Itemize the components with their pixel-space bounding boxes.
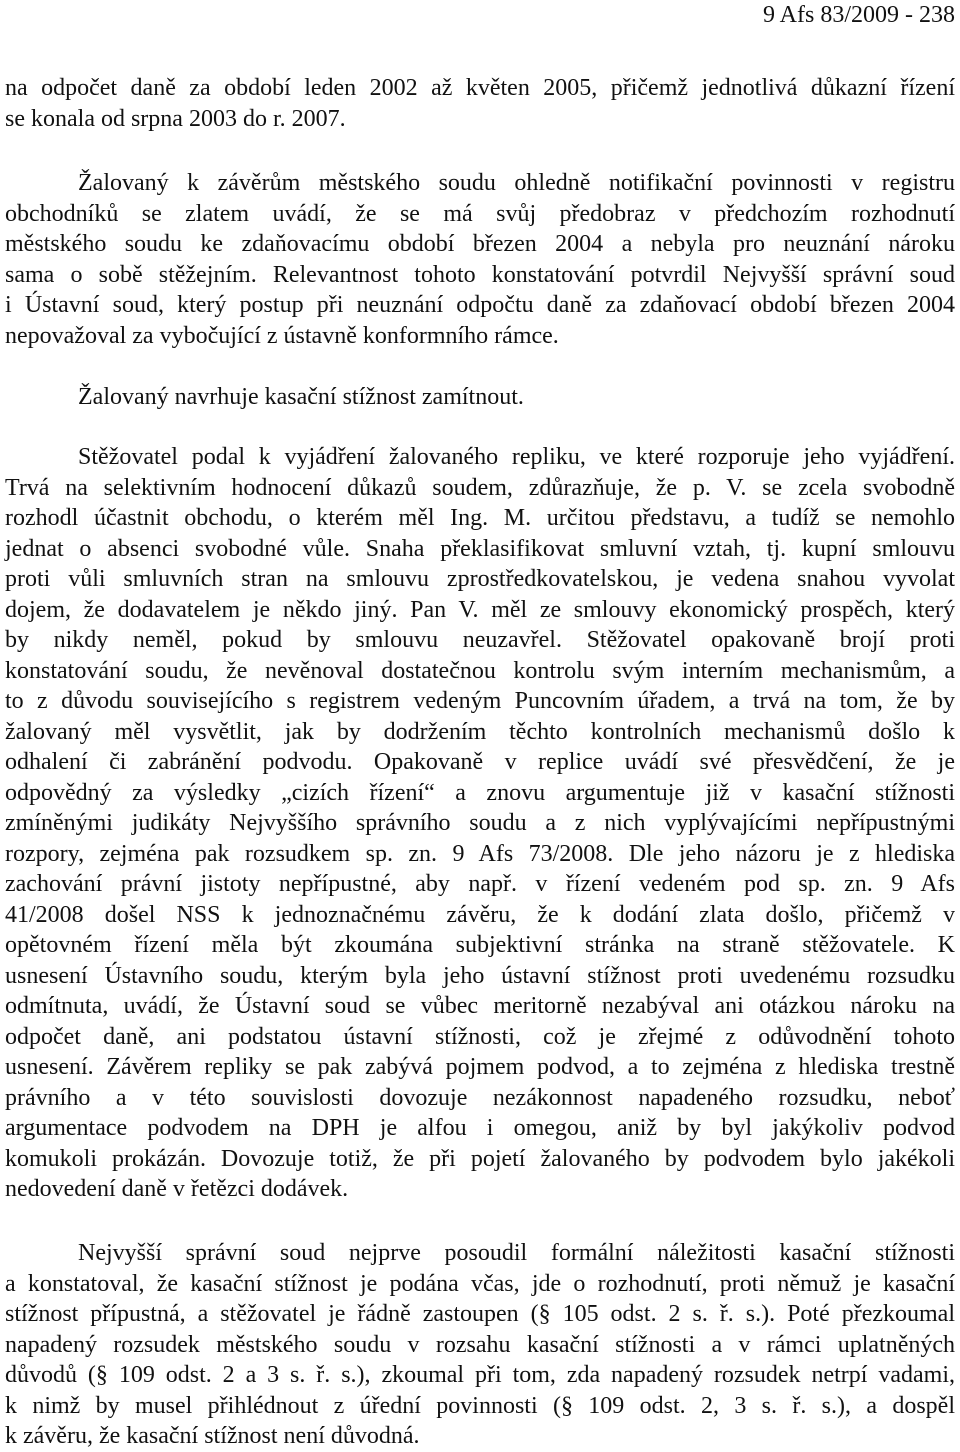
text-line: Nejvyšší správní soud nejprve posoudil formální náležitosti kasační stížnosti: [78, 1240, 955, 1266]
text-line: jednat o absenci svobodné vůle. Snaha překlasifikovat smluvní vztah, tj. kupní smlouvu: [5, 535, 955, 562]
text-line: Žalovaný k závěrům městského soudu ohledně notifikační povinnosti v registru: [78, 170, 955, 196]
text-line: nepovažoval za vybočující z ústavně konformního rámce.: [5, 322, 559, 349]
text-line: komukoli prokázán. Dovozuje totiž, že při pojetí žalovaného by podvodem bylo jakékoli: [5, 1145, 955, 1172]
text-line: zmíněnými judikáty Nejvyššího správního soudu a z nich vyplývajícími nepřípustnými: [5, 810, 955, 836]
text-line: na odpočet daně za období leden 2002 až květen 2005, přičemž jednotlivá důkazní řízení: [5, 75, 955, 101]
text-line: důvodů (§ 109 odst. 2 a 3 s. ř. s.), zkoumal při tom, zda napadený rozsudek netrpí vadami,: [5, 1362, 955, 1388]
text-line: právního a v této souvislosti dovozuje nezákonnost napadeného rozsudku, neboť: [5, 1084, 955, 1111]
text-line: odmítnuta, uvádí, že Ústavní soud se vůbec meritorně nezabýval ani otázkou nároku na: [5, 993, 955, 1019]
text-line: dojem, že dodavatelem je někdo jiný. Pan V. měl ze smlouvy ekonomický prospěch, který: [5, 596, 955, 623]
text-line: rozpory, zejména pak rozsudkem sp. zn. 9 Afs 73/2008. Dle jeho názoru je z hlediska: [5, 840, 955, 867]
text-line: žalovaný měl vysvětlit, jak by dodržením těchto kontrolních mechanismů došlo k: [5, 718, 955, 745]
paragraph: [5, 1238, 955, 1452]
text-line: by nikdy neměl, pokud by smlouvu neuzavřel. Stěžovatel opakovaně brojí proti: [5, 627, 955, 653]
text-line: nedovedení daně v řetězci dodávek.: [5, 1176, 349, 1202]
text-line: proti vůli smluvních stran na smlouvu zprostředkovatelskou, je vedena snahou vyvolat: [5, 566, 955, 592]
paragraph: [5, 382, 955, 413]
case-number-header: 9 Afs 83/2009 - 238: [763, 2, 955, 28]
text-line: usnesení. Závěrem repliky se pak zabývá pojmem podvod, a to zejména z hlediska trestně: [5, 1054, 955, 1080]
text-line: městského soudu ke zdaňovacímu období březen 2004 a nebyla pro neuznání nároku: [5, 231, 955, 257]
text-line: k závěru, že kasační stížnost není důvodná.: [5, 1423, 420, 1449]
text-line: to z důvodu souvisejícího s registrem vedeným Puncovním úřadem, a trvá na tom, že by: [5, 688, 955, 714]
text-line: a konstatoval, že kasační stížnost je podána včas, jde o rozhodnutí, proti němuž je kasační: [5, 1270, 955, 1297]
text-line: konstatování soudu, že nevěnoval dostatečnou kontrolu svým interním mechanismům, a: [5, 657, 955, 684]
text-line: odpočet daně, ani podstatou ústavní stížnosti, což je zřejmé z odůvodnění tohoto: [5, 1023, 955, 1050]
text-line: se konala od srpna 2003 do r. 2007.: [5, 105, 346, 132]
paragraph: [5, 73, 955, 134]
paragraph: [5, 442, 955, 1205]
text-line: Stěžovatel podal k vyjádření žalovaného repliku, ve které rozporuje jeho vyjádření.: [78, 444, 955, 470]
text-line: usnesení Ústavního soudu, kterým byla jeho ústavní stížnost proti uvedenému rozsudku: [5, 962, 955, 989]
text-line: napadený rozsudek městského soudu v rozsahu kasační stížnosti a v rámci uplatněných: [5, 1331, 955, 1358]
text-line: odhalení či zabránění podvodu. Opakovaně v replice uvádí své přesvědčení, že je: [5, 749, 955, 775]
text-line: opětovném řízení měla být zkoumána subjektivní stránka na straně stěžovatele. K: [5, 932, 955, 958]
text-line: odpovědný za výsledky „cizích řízení“ a znovu argumentuje již v kasační stížnosti: [5, 779, 955, 806]
text-line: sama o sobě stěžejním. Relevantnost tohoto konstatování potvrdil Nejvyšší správní soud: [5, 261, 955, 288]
text-line: stížnost přípustná, a stěžovatel je řádně zastoupen (§ 105 odst. 2 s. ř. s.). Poté přezkoumal: [5, 1301, 955, 1327]
text-line: obchodníků se zlatem uvádí, že se má svůj předobraz v předchozím rozhodnutí: [5, 200, 955, 227]
text-line: k nimž by musel přihlédnout z úřední povinnosti (§ 109 odst. 2, 3 s. ř. s.), a dospěl: [5, 1392, 955, 1419]
text-line: i Ústavní soud, který postup při neuznání odpočtu daně za zdaňovací období březen 2004: [5, 292, 955, 318]
text-line: rozhodl účastnit obchodu, o kterém měl Ing. M. určitou představu, a tudíž se nemohlo: [5, 505, 955, 531]
text-line: 41/2008 došel NSS k jednoznačnému závěru, že k dodání zlata došlo, přičemž v: [5, 901, 955, 928]
text-line: argumentace podvodem na DPH je alfou i omegou, aniž by byl jakýkoliv podvod: [5, 1115, 955, 1141]
text-line: Žalovaný navrhuje kasační stížnost zamítnout.: [78, 384, 524, 410]
text-line: Trvá na selektivním hodnocení důkazů soudem, zdůrazňuje, že p. V. se zcela svobodně: [5, 474, 955, 501]
paragraph: [5, 168, 955, 351]
text-line: zachování právní jistoty nepřípustné, aby např. v řízení vedeném pod sp. zn. 9 Afs: [5, 871, 955, 897]
